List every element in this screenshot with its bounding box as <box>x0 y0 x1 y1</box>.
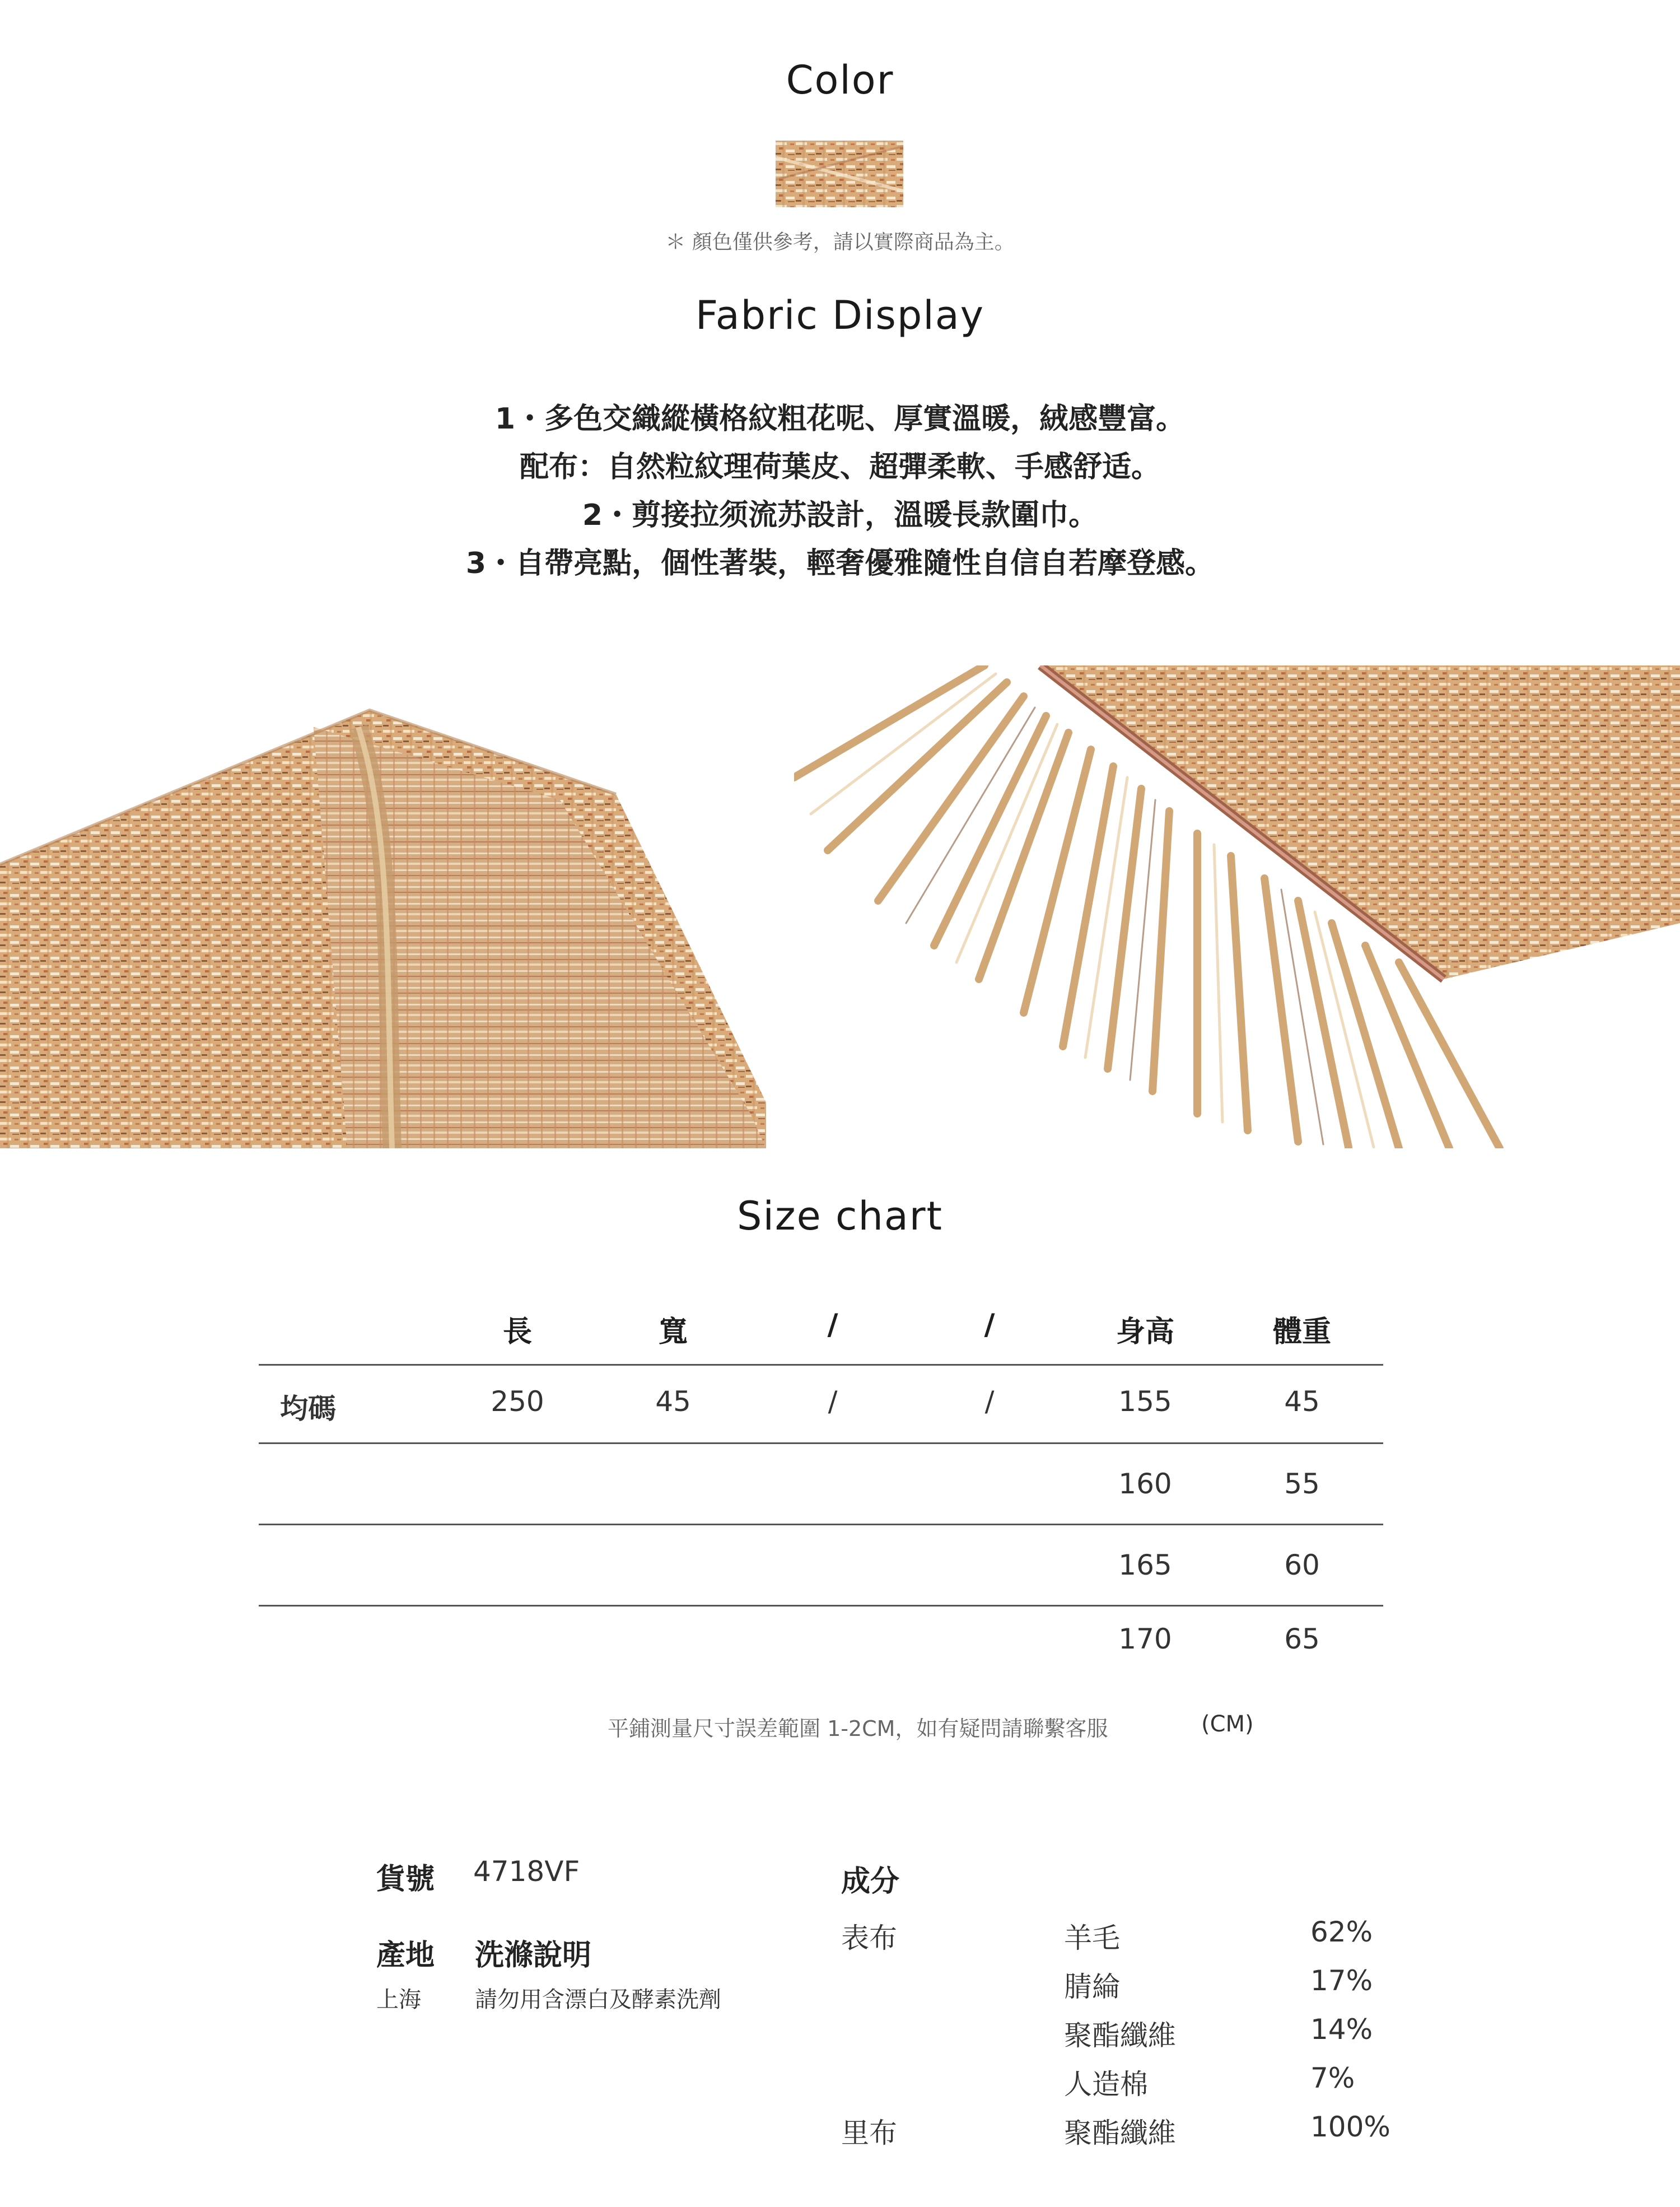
table-cell: 155 <box>1118 1385 1172 1418</box>
table-cell: / <box>984 1385 995 1418</box>
material-name: 腈綸 <box>1064 1971 1120 2003</box>
size-header-weight: 體重 <box>1272 1315 1331 1349</box>
table-cell: 60 <box>1284 1549 1320 1581</box>
size-header-length: 長 <box>502 1315 532 1349</box>
fabric-photo-left <box>0 665 766 1148</box>
feature-list <box>0 395 1680 588</box>
size-chart-title: Size chart <box>737 1193 943 1239</box>
material-percent: 17% <box>1310 1964 1373 1997</box>
size-table <box>259 1288 1383 1669</box>
table-cell: 165 <box>1118 1549 1172 1581</box>
table-rule <box>259 1442 1383 1444</box>
care-value: 請勿用含漂白及酵素洗劑 <box>475 1987 721 2013</box>
color-note: ＊ 顏色僅供參考，請以實際商品為主。 <box>665 231 1015 254</box>
care-label: 洗滌說明 <box>475 1939 592 1972</box>
item-no-label: 貨號 <box>376 1863 435 1896</box>
material-name: 羊毛 <box>1064 1922 1120 1954</box>
measurement-note: 平鋪測量尺寸誤差範圍 1-2CM，如有疑問請聯繫客服 <box>608 1716 1108 1741</box>
size-header-slash: / <box>984 1308 995 1342</box>
material-percent: 14% <box>1310 2013 1373 2046</box>
table-cell: 45 <box>655 1385 691 1418</box>
material-percent: 100% <box>1310 2111 1390 2143</box>
item-no-value: 4718VF <box>473 1855 580 1888</box>
feature-line: 配布：自然粒紋理荷葉皮、超彈柔軟、手感舒适。 <box>519 450 1160 484</box>
measurement-unit: (CM) <box>1201 1711 1254 1737</box>
color-section-title: Color <box>786 57 894 103</box>
outer-fabric-label: 表布 <box>841 1922 897 1954</box>
table-cell: 170 <box>1118 1623 1172 1655</box>
table-rule <box>259 1605 1383 1607</box>
size-header-slash: / <box>827 1308 838 1342</box>
material-percent: 62% <box>1310 1916 1373 1948</box>
composition-label: 成分 <box>841 1865 900 1898</box>
fabric-section-title: Fabric Display <box>695 292 985 338</box>
size-header-height: 身高 <box>1116 1315 1174 1349</box>
size-header-width: 寬 <box>658 1315 688 1349</box>
material-name: 人造棉 <box>1064 2068 1148 2101</box>
table-rule <box>259 1524 1383 1525</box>
feature-line: 2・剪接拉须流苏設計，溫暖長款圍巾。 <box>582 499 1098 532</box>
table-cell: / <box>828 1385 838 1418</box>
material-name: 聚酯纖維 <box>1064 2117 1176 2149</box>
table-cell: 250 <box>491 1385 544 1418</box>
origin-label: 產地 <box>376 1939 435 1972</box>
table-cell: 45 <box>1284 1385 1320 1418</box>
feature-line: 1・多色交織縱橫格紋粗花呢、厚實溫暖，絨感豐富。 <box>494 402 1186 436</box>
table-rule <box>259 1364 1383 1366</box>
size-row-label: 均碼 <box>280 1393 336 1425</box>
feature-line: 3・自帶亮點，個性著裝，輕奢優雅隨性自信自若摩登感。 <box>465 547 1215 580</box>
table-cell: 55 <box>1284 1468 1320 1500</box>
table-cell: 160 <box>1118 1468 1172 1500</box>
origin-value: 上海 <box>376 1987 421 2013</box>
material-name: 聚酯纖維 <box>1064 2019 1176 2052</box>
material-percent: 7% <box>1310 2062 1355 2094</box>
fabric-photo-right <box>794 665 1680 1148</box>
color-swatch-image <box>776 141 903 207</box>
lining-fabric-label: 里布 <box>841 2117 897 2149</box>
color-swatch[interactable] <box>776 141 903 207</box>
table-cell: 65 <box>1284 1623 1320 1655</box>
